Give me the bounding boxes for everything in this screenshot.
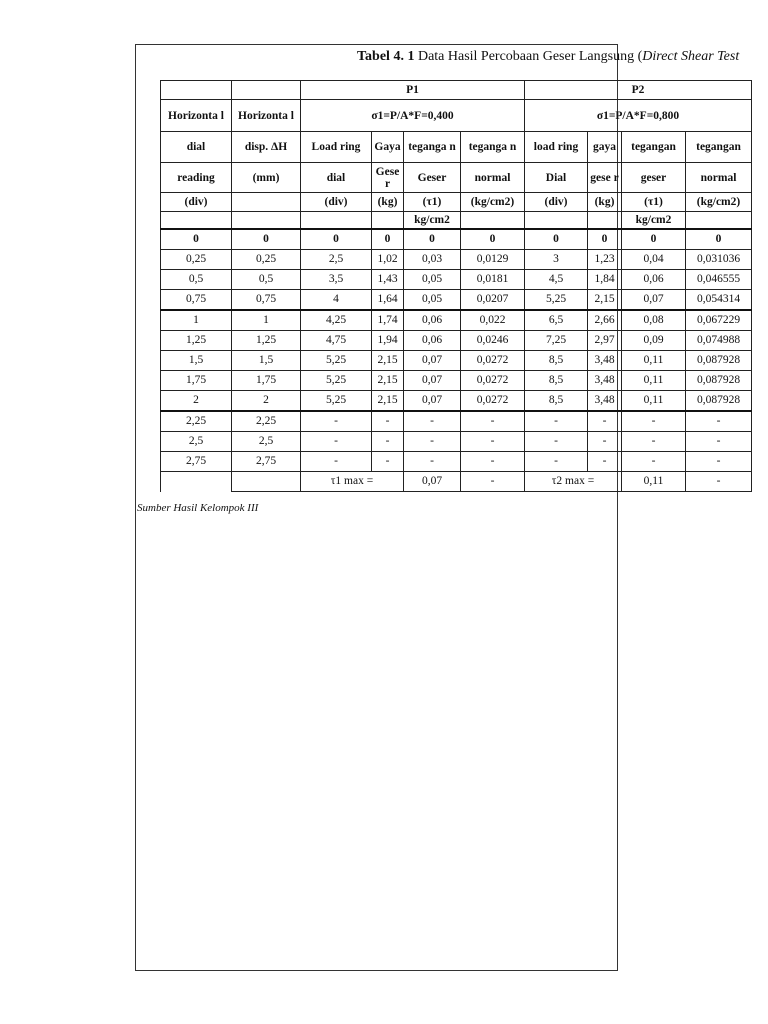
table-cell: 1,84 [588, 269, 622, 289]
header-empty-11 [686, 212, 752, 229]
table-cell: 1,23 [588, 249, 622, 269]
table-cell: 0,074988 [686, 330, 752, 350]
table-cell: 8,5 [525, 370, 588, 390]
table-cell: - [301, 431, 372, 451]
table-cell: 0,25 [161, 249, 232, 269]
table-row [161, 330, 752, 350]
table-cell: 2,5 [161, 431, 232, 451]
header-empty-4 [161, 212, 232, 229]
tau1-max-label: τ1 max = [301, 471, 404, 491]
caption-text: Data Hasil Percobaan Geser Langsung ( [414, 49, 643, 64]
table-cell: 1,5 [161, 350, 232, 370]
table-cell: 0,054314 [686, 289, 752, 310]
table-row [161, 411, 752, 432]
header-horizontal-2: Horizonta l [232, 100, 301, 132]
table-cell: 0,06 [622, 269, 686, 289]
table-cell: 0,09 [622, 330, 686, 350]
table-cell: 1,64 [372, 289, 404, 310]
header-empty-6 [301, 212, 372, 229]
table-cell: 2,15 [372, 390, 404, 411]
table-cell: - [372, 411, 404, 432]
table-cell: - [686, 431, 752, 451]
table-cell: 1,25 [161, 330, 232, 350]
tau2-max-dash: - [686, 471, 752, 491]
table-cell: 2,15 [372, 350, 404, 370]
table-cell: 1,02 [372, 249, 404, 269]
table-cell: 1,75 [232, 370, 301, 390]
table-cell: 5,25 [301, 350, 372, 370]
table-cell: 0,5 [232, 269, 301, 289]
header-p1-kgcm2: (kg/cm2) [461, 193, 525, 212]
table-cell: 2,5 [301, 249, 372, 269]
table-cell: 0,046555 [686, 269, 752, 289]
table-cell: 8,5 [525, 390, 588, 411]
table-cell: 0 [161, 229, 232, 250]
table-cell: 0,75 [161, 289, 232, 310]
table-cell: 0 [372, 229, 404, 250]
table-cell: 4,5 [525, 269, 588, 289]
header-p1-kg: (kg) [372, 193, 404, 212]
header-disp: disp. ΔH [232, 132, 301, 163]
table-cell: 1,5 [232, 350, 301, 370]
header-p1-normal: normal [461, 163, 525, 193]
table-cell: 0,75 [232, 289, 301, 310]
table-cell: 0,087928 [686, 390, 752, 411]
table-cell: 3,48 [588, 370, 622, 390]
table-cell: 1,25 [232, 330, 301, 350]
table-cell: 0 [301, 229, 372, 250]
table-cell: 5,25 [301, 390, 372, 411]
header-p2-geser: gese r [588, 163, 622, 193]
table-cell: 0,11 [622, 370, 686, 390]
table-cell: 0,11 [622, 390, 686, 411]
table-cell: - [525, 451, 588, 471]
table-row [161, 370, 752, 390]
table-cell: 0,25 [232, 249, 301, 269]
summary-empty-2 [232, 471, 301, 491]
table-cell: 0,11 [622, 350, 686, 370]
header-empty-3 [232, 193, 301, 212]
header-p1-div: (div) [301, 193, 372, 212]
header-dial: dial [161, 132, 232, 163]
table-cell: 4,75 [301, 330, 372, 350]
header-p1-tegangan-normal: teganga n [461, 132, 525, 163]
table-row [161, 431, 752, 451]
table-cell: 2,15 [588, 289, 622, 310]
tau1-max-dash: - [461, 471, 525, 491]
header-p2-kg: (kg) [588, 193, 622, 212]
caption-label: Tabel 4. 1 [357, 49, 415, 64]
table-cell: 3 [525, 249, 588, 269]
table-cell: 1 [232, 310, 301, 331]
header-p1-geser: Gese r [372, 163, 404, 193]
table-cell: - [588, 431, 622, 451]
table-cell: 0,06 [404, 330, 461, 350]
header-p2-tau: (τ1) [622, 193, 686, 212]
header-empty-2 [232, 81, 301, 100]
table-cell: 2,75 [232, 451, 301, 471]
table-cell: 0,05 [404, 269, 461, 289]
table-cell: 0,0246 [461, 330, 525, 350]
tau1-max-value: 0,07 [404, 471, 461, 491]
header-empty-7 [372, 212, 404, 229]
table-cell: 0,05 [404, 289, 461, 310]
table-cell: 0,022 [461, 310, 525, 331]
table-cell: 1 [161, 310, 232, 331]
caption-italic: Direct Shear Test [642, 49, 740, 64]
table-cell: - [622, 411, 686, 432]
table-cell: 1,74 [372, 310, 404, 331]
table-cell: 0,067229 [686, 310, 752, 331]
header-p2-unit: kg/cm2 [622, 212, 686, 229]
shear-test-table [160, 80, 752, 492]
tau2-max-label: τ2 max = [525, 471, 622, 491]
table-cell: - [525, 411, 588, 432]
table-cell: - [404, 411, 461, 432]
header-p1-gaya: Gaya [372, 132, 404, 163]
table-cell: 0,0129 [461, 249, 525, 269]
table-cell: 0 [232, 229, 301, 250]
header-empty-9 [525, 212, 588, 229]
table-cell: 3,48 [588, 390, 622, 411]
header-p1-geser-2: Geser [404, 163, 461, 193]
table-cell: - [404, 431, 461, 451]
table-cell: 2,5 [232, 431, 301, 451]
table-cell: 0,0181 [461, 269, 525, 289]
table-cell: 2,25 [232, 411, 301, 432]
data-rows [161, 229, 752, 472]
table-cell: 3,48 [588, 350, 622, 370]
table-cell: 0,07 [404, 390, 461, 411]
header-p1-tau: (τ1) [404, 193, 461, 212]
table-cell: 0 [686, 229, 752, 250]
table-cell: - [588, 411, 622, 432]
header-empty-10 [588, 212, 622, 229]
table-cell: - [461, 431, 525, 451]
table-cell: 1,43 [372, 269, 404, 289]
table-cell: - [622, 431, 686, 451]
table-row [161, 451, 752, 471]
header-sigma-p2: σ1=P/A*F=0,800 [525, 100, 752, 132]
table-cell: 0 [588, 229, 622, 250]
header-row-kgcm2 [161, 212, 752, 229]
table-cell: - [301, 411, 372, 432]
table-cell: 2 [161, 390, 232, 411]
table-cell: 5,25 [301, 370, 372, 390]
table-cell: - [372, 451, 404, 471]
table-cell: - [525, 431, 588, 451]
header-horizontal-1: Horizonta l [161, 100, 232, 132]
table-cell: 0 [404, 229, 461, 250]
table-cell: 4 [301, 289, 372, 310]
header-row-sub [161, 163, 752, 193]
table-cell: - [622, 451, 686, 471]
header-empty-8 [461, 212, 525, 229]
table-cell: 0,04 [622, 249, 686, 269]
table-cell: 2,25 [161, 411, 232, 432]
table-cell: 0,03 [404, 249, 461, 269]
table-cell: 2,97 [588, 330, 622, 350]
table-cell: 5,25 [525, 289, 588, 310]
header-empty-5 [232, 212, 301, 229]
header-sigma-p1: σ1=P/A*F=0,400 [301, 100, 525, 132]
header-p2-dial: Dial [525, 163, 588, 193]
table-cell: 0,07 [622, 289, 686, 310]
table-cell: 0,0272 [461, 370, 525, 390]
table-cell: - [686, 411, 752, 432]
table-cell: 4,25 [301, 310, 372, 331]
table-cell: 0,087928 [686, 350, 752, 370]
table-row [161, 289, 752, 310]
table-row [161, 390, 752, 411]
source-note: Sumber Hasil Kelompok III [137, 502, 259, 514]
header-p1-dial: dial [301, 163, 372, 193]
header-p2-geser-2: geser [622, 163, 686, 193]
table-cell: 0,07 [404, 350, 461, 370]
table-cell: 0 [461, 229, 525, 250]
table-cell: 0,5 [161, 269, 232, 289]
table-cell: 0,07 [404, 370, 461, 390]
table-cell: - [404, 451, 461, 471]
header-p2-div: (div) [525, 193, 588, 212]
header-p2-normal: normal [686, 163, 752, 193]
tau2-max-value: 0,11 [622, 471, 686, 491]
table-cell: 0 [622, 229, 686, 250]
header-empty-1 [161, 81, 232, 100]
table-cell: - [461, 451, 525, 471]
table-cell: 2,15 [372, 370, 404, 390]
table-cell: 3,5 [301, 269, 372, 289]
table-cell: - [372, 431, 404, 451]
header-p2-load-ring: load ring [525, 132, 588, 163]
header-p1-load-ring: Load ring [301, 132, 372, 163]
header-p2: P2 [525, 81, 752, 100]
header-p1-unit: kg/cm2 [404, 212, 461, 229]
table-cell: 0,0272 [461, 350, 525, 370]
table-cell: - [686, 451, 752, 471]
header-row-names [161, 132, 752, 163]
header-p2-kgcm2: (kg/cm2) [686, 193, 752, 212]
header-p2-gaya: gaya [588, 132, 622, 163]
table-cell: 2,75 [161, 451, 232, 471]
header-p1: P1 [301, 81, 525, 100]
table-row [161, 229, 752, 250]
table-cell: - [301, 451, 372, 471]
summary-row [161, 471, 752, 491]
table-cell: - [461, 411, 525, 432]
header-p1-tegangan-geser: teganga n [404, 132, 461, 163]
table-cell: 0,087928 [686, 370, 752, 390]
table-cell: 6,5 [525, 310, 588, 331]
table-cell: 1,94 [372, 330, 404, 350]
header-div: (div) [161, 193, 232, 212]
header-reading: reading [161, 163, 232, 193]
table-cell: 8,5 [525, 350, 588, 370]
table-cell: 0,0207 [461, 289, 525, 310]
summary-empty-1 [161, 471, 232, 491]
table-row [161, 249, 752, 269]
table-cell: 7,25 [525, 330, 588, 350]
table-cell: 0,0272 [461, 390, 525, 411]
header-mm: (mm) [232, 163, 301, 193]
header-row-units [161, 193, 752, 212]
table-cell: 0,08 [622, 310, 686, 331]
header-p2-tegangan-geser: tegangan [622, 132, 686, 163]
header-row-sigma [161, 100, 752, 132]
header-row-groups [161, 81, 752, 100]
table-cell: 1,75 [161, 370, 232, 390]
table-cell: 2 [232, 390, 301, 411]
table-cell: - [588, 451, 622, 471]
table-row [161, 269, 752, 289]
table-cell: 0 [525, 229, 588, 250]
table-cell: 2,66 [588, 310, 622, 331]
header-p2-tegangan-normal: tegangan [686, 132, 752, 163]
table-cell: 0,031036 [686, 249, 752, 269]
table-cell: 0,06 [404, 310, 461, 331]
table-row [161, 310, 752, 331]
table-caption [357, 49, 739, 65]
table-row [161, 350, 752, 370]
